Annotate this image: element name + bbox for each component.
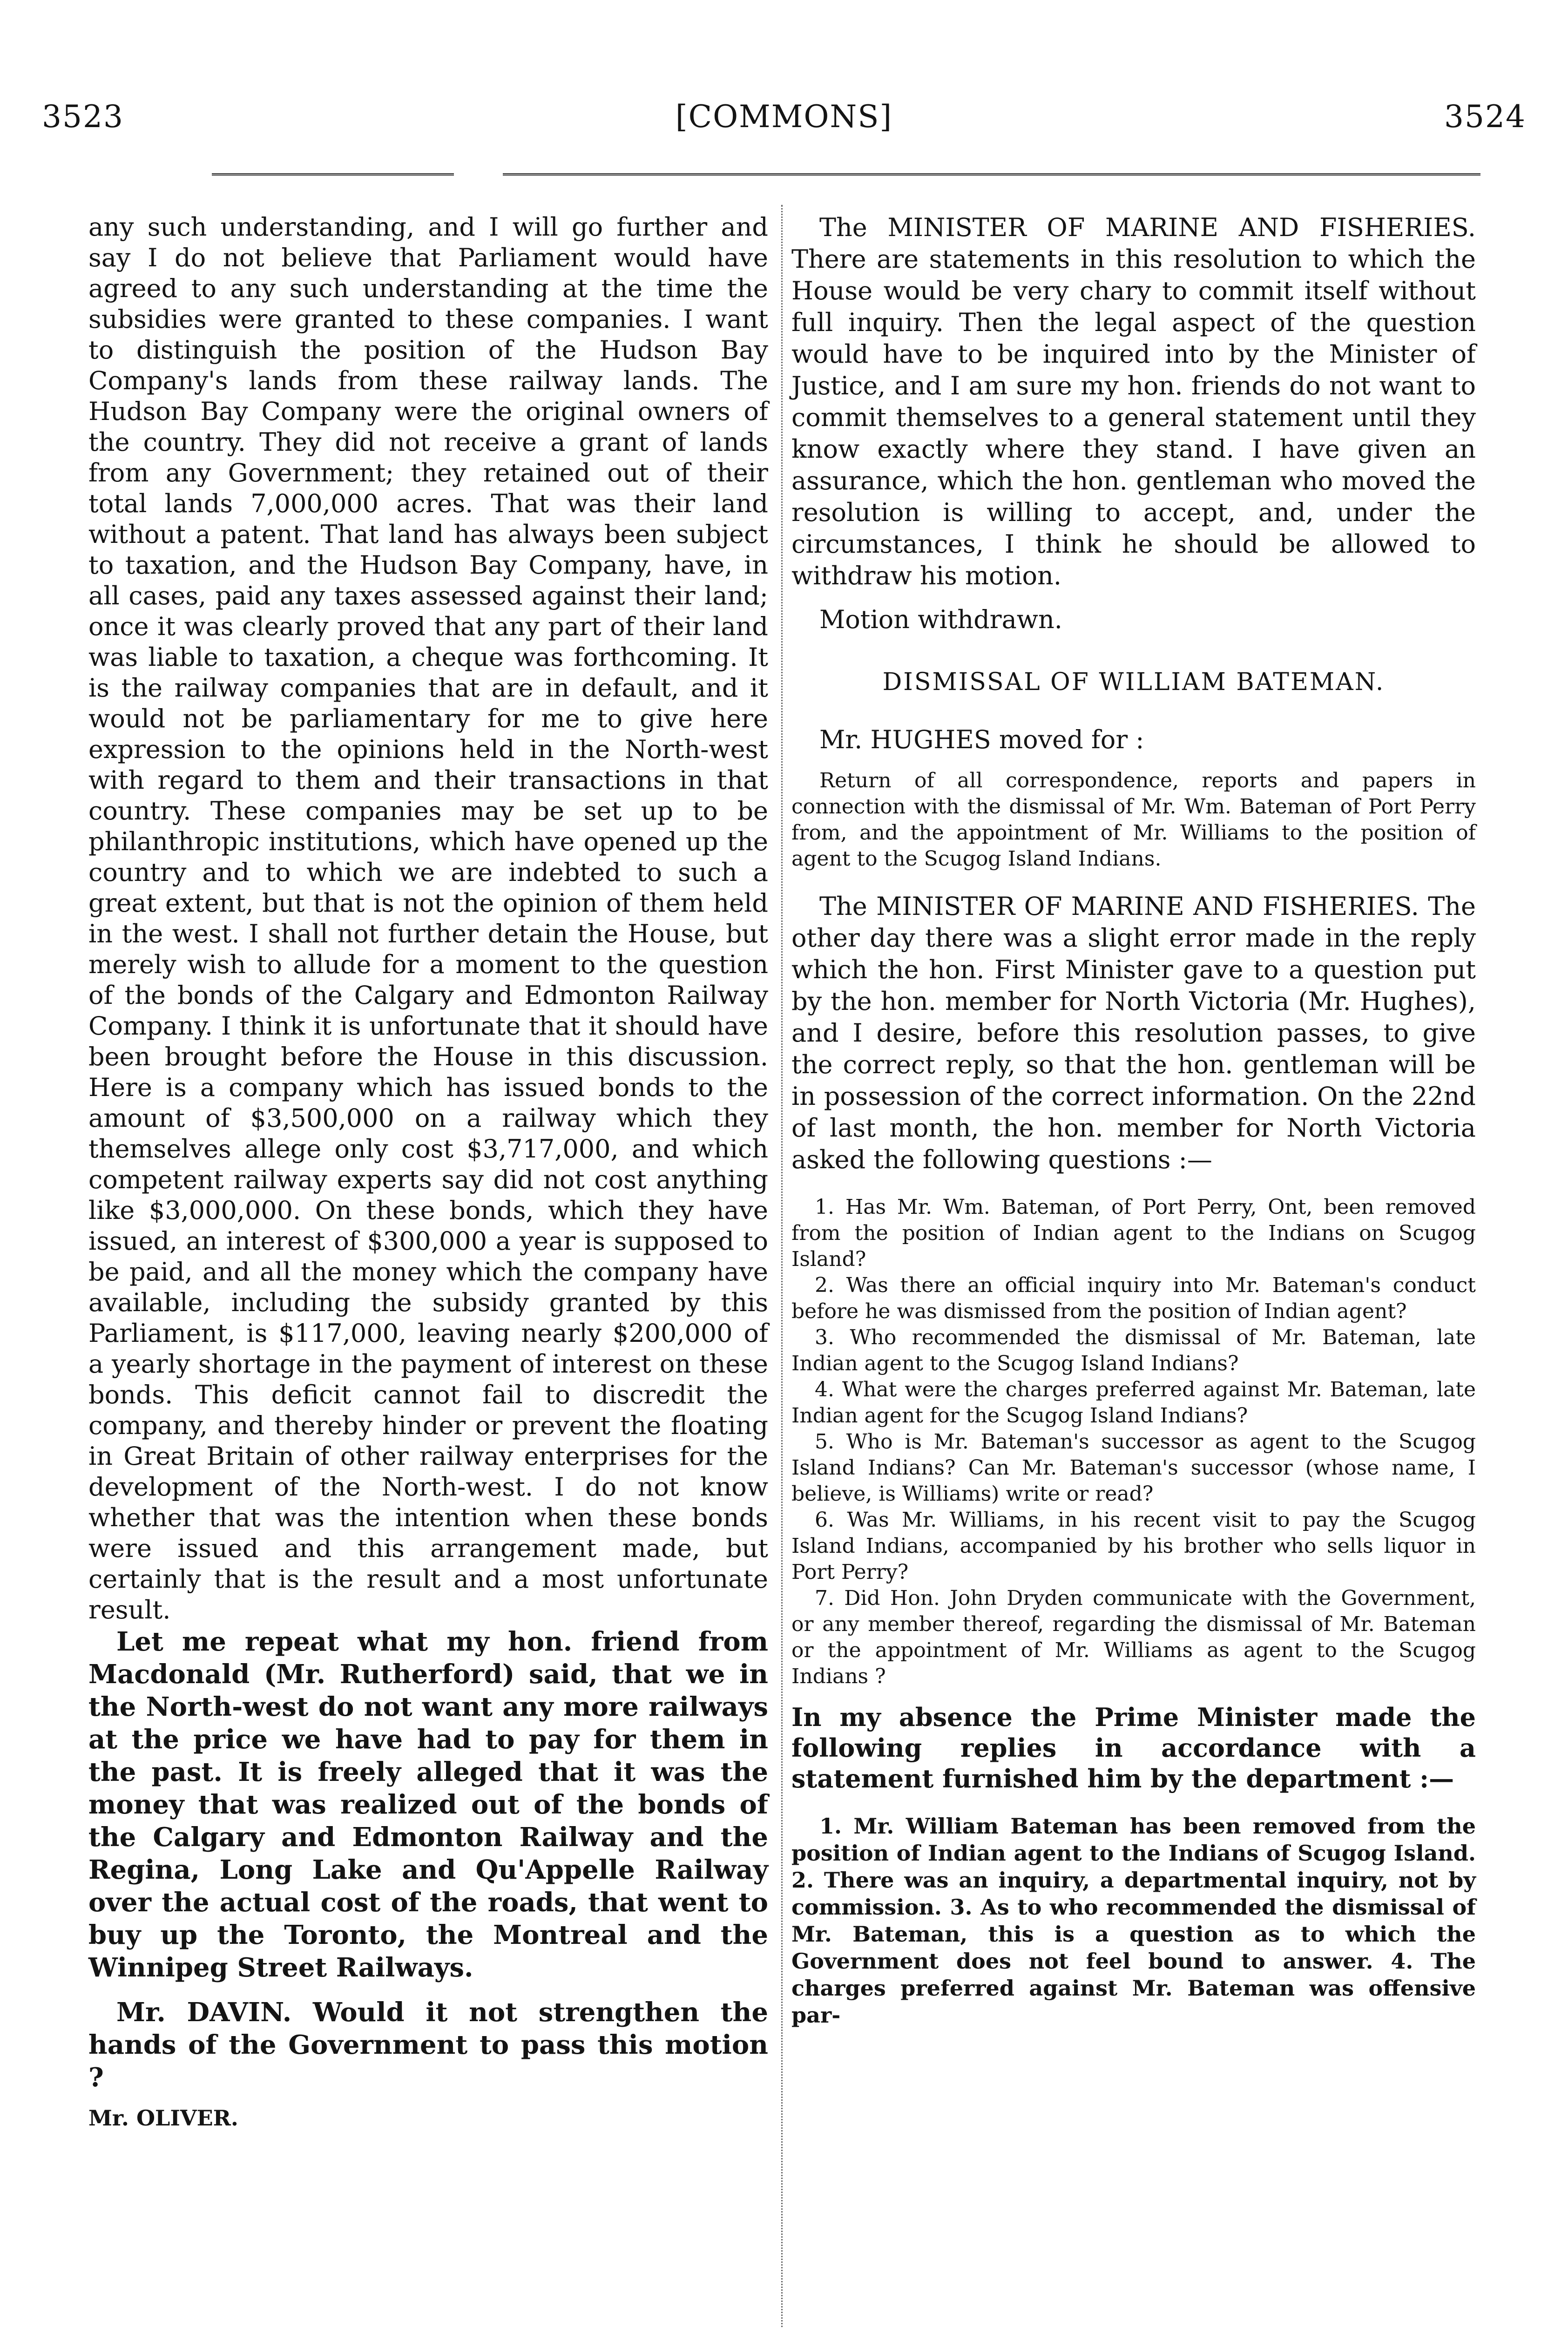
page-number-left: 3523 (42, 99, 124, 135)
header-rule-right (503, 173, 1480, 176)
davin-question: Mr. DAVIN. Would it not strengthen the hands of the Government to pass this motion ? (88, 1997, 768, 2093)
replies-intro: In my absence the Prime Minister made the following replies in accordance with a statement furnished him by the department :— (791, 1702, 1476, 1793)
return-description: Return of all correspondence, reports and papers in connection with the dismissal of Mr. Wm. Bateman of Port Perry from, and the appointment of Mr. Williams to the position of agent to the Scugog Island Indians. (791, 769, 1476, 871)
minister-statement-1: The MINISTER OF MARINE AND FISHERIES. There are statements in this resolution to which the House would be very chary to commit itself without full inquiry. Then the legal aspect of the question would have to be inquired into by the Minister of Justice, and I am sure my hon. friends do not want to commit themselves to a general statement until they know exactly where they stand. I have given an assurance, which the hon. gentleman who moved the resolution is willing to accept, and, under the circumstances, I think he should be allowed to withdraw his motion. (791, 213, 1476, 590)
running-header: [COMMONS] (675, 99, 893, 135)
minister-statement-2: The MINISTER OF MARINE AND FISHERIES. The other day there was a slight error made in the reply which the hon. First Minister gave to a question put by the hon. member for North Victoria (Mr. Hughes), and I desire, before this resolution passes, to give the correct reply, so that the hon. gentleman will be in possession of the correct information. On the 22nd of last month, the hon. member for North Victoria asked the following questions :— (791, 892, 1476, 1174)
question-list (791, 1194, 1476, 1690)
list-item: 3. Who recommended the dismissal of Mr. Bateman, late Indian agent to the Scugog Island Indians? (791, 1326, 1476, 1375)
list-item: 1. Has Mr. Wm. Bateman, of Port Perry, Ont, been removed from the position of Indian agent to the Indians on Scugog Island? (791, 1195, 1476, 1271)
list-item: 5. Who is Mr. Bateman's successor as agent to the Scugog Island Indians? Can Mr. Bateman's successor (whose name, I believe, is Williams) write or read? (791, 1430, 1476, 1506)
hughes-motion: Mr. HUGHES moved for : (819, 725, 1144, 754)
page-number-right: 3524 (1444, 99, 1526, 135)
header-rule-left (212, 173, 454, 176)
left-paragraph-1: any such understanding, and I will go further and say I do not believe that Parliament would have agreed to any such understanding at the time the subsidies were granted to these companies. I want to distinguish the position of the Hudson Bay Company's lands from these railway lands. The Hudson Bay Company were the original owners of the country. They did not receive a grant of lands from any Government; they retained out of their total lands 7,000,000 acres. That was their land without a patent. That land has always been subject to taxation, and the Hudson Bay Company, have, in all cases, paid any taxes assessed against their land; once it was clearly proved that any part of their land was liable to taxation, a cheque was forthcoming. It is the railway companies that are in default, and it would not be parliamentary for me to give here expression to the opinions held in the North-west with regard to them and their transactions in that country. These companies may be set up to be philanthropic institutions, which have opened up the country and to which we are indebted to such a great extent, but that is not the opinion of them held in the west. I shall not further detain the House, but merely wish to allude for a moment to the question of the bonds of the Calgary and Edmonton Railway Company. I think it is unfortunate that it should have been brought before the House in this discussion. Here is a company which has issued bonds to the amount of $3,500,000 on a railway which they themselves allege only cost $3,717,000, and which competent railway experts say did not cost anything like $3,000,000. On these bonds, which they have issued, an interest of $300,000 a year is supposed to be paid, and all the money which the company have available, including the subsidy granted by this Parliament, is $117,000, leaving nearly $200,000 of a yearly shortage in the payment of interest on these bonds. This deficit cannot fail to discredit the company, and thereby hinder or prevent the floating in Great Britain of other railway enterprises for the development of the North-west. I do not know whether that was the intention when these bonds were issued and this arrangement made, but certainly that is the result and a most unfortunate result. (88, 212, 768, 1624)
section-heading: DISMISSAL OF WILLIAM BATEMAN. (882, 668, 1385, 696)
list-item: 7. Did Hon. John Dryden communicate with the Government, or any member thereof, regarding the dismissal of Mr. Bateman or the appointment of Mr. Williams as agent to the Scugog Indians ? (791, 1586, 1476, 1688)
left-paragraph-2: Let me repeat what my hon. friend from Macdonald (Mr. Rutherford) said, that we in the North-west do not want any more railways at the price we have had to pay for them in the past. It is freely alleged that it was the money that was realized out of the bonds of the Calgary and Edmonton Railway and the Regina, Long Lake and Qu'Appelle Railway over the actual cost of the roads, that went to buy up the Toronto, the Montreal and the Winnipeg Street Railways. (88, 1626, 768, 1983)
list-item: 6. Was Mr. Williams, in his recent visit to pay the Scugog Island Indians, accompanied by his brother who sells liquor in Port Perry? (791, 1508, 1476, 1584)
motion-withdrawn: Motion withdrawn. (819, 605, 1062, 634)
replies-text: 1. Mr. William Bateman has been removed from the position of Indian agent to the Indians of Scugog Island. 2. There was an inquiry, a departmental inquiry, not by commission. 3. As to who recommended the dismissal of Mr. Bateman, this is a question as to which the Government does not feel bound to answer. 4. The charges preferred against Mr. Bateman was offensive par- (791, 1814, 1476, 2028)
right-column (791, 212, 1476, 2029)
left-column (88, 212, 768, 2132)
speaker-footer: Mr. OLIVER. (88, 2105, 238, 2131)
list-item: 2. Was there an official inquiry into Mr. Bateman's conduct before he was dismissed from the position of Indian agent? (791, 1273, 1476, 1323)
column-divider (781, 205, 783, 2328)
list-item: 4. What were the charges preferred against Mr. Bateman, late Indian agent for the Scugog Island Indians? (791, 1378, 1476, 1428)
